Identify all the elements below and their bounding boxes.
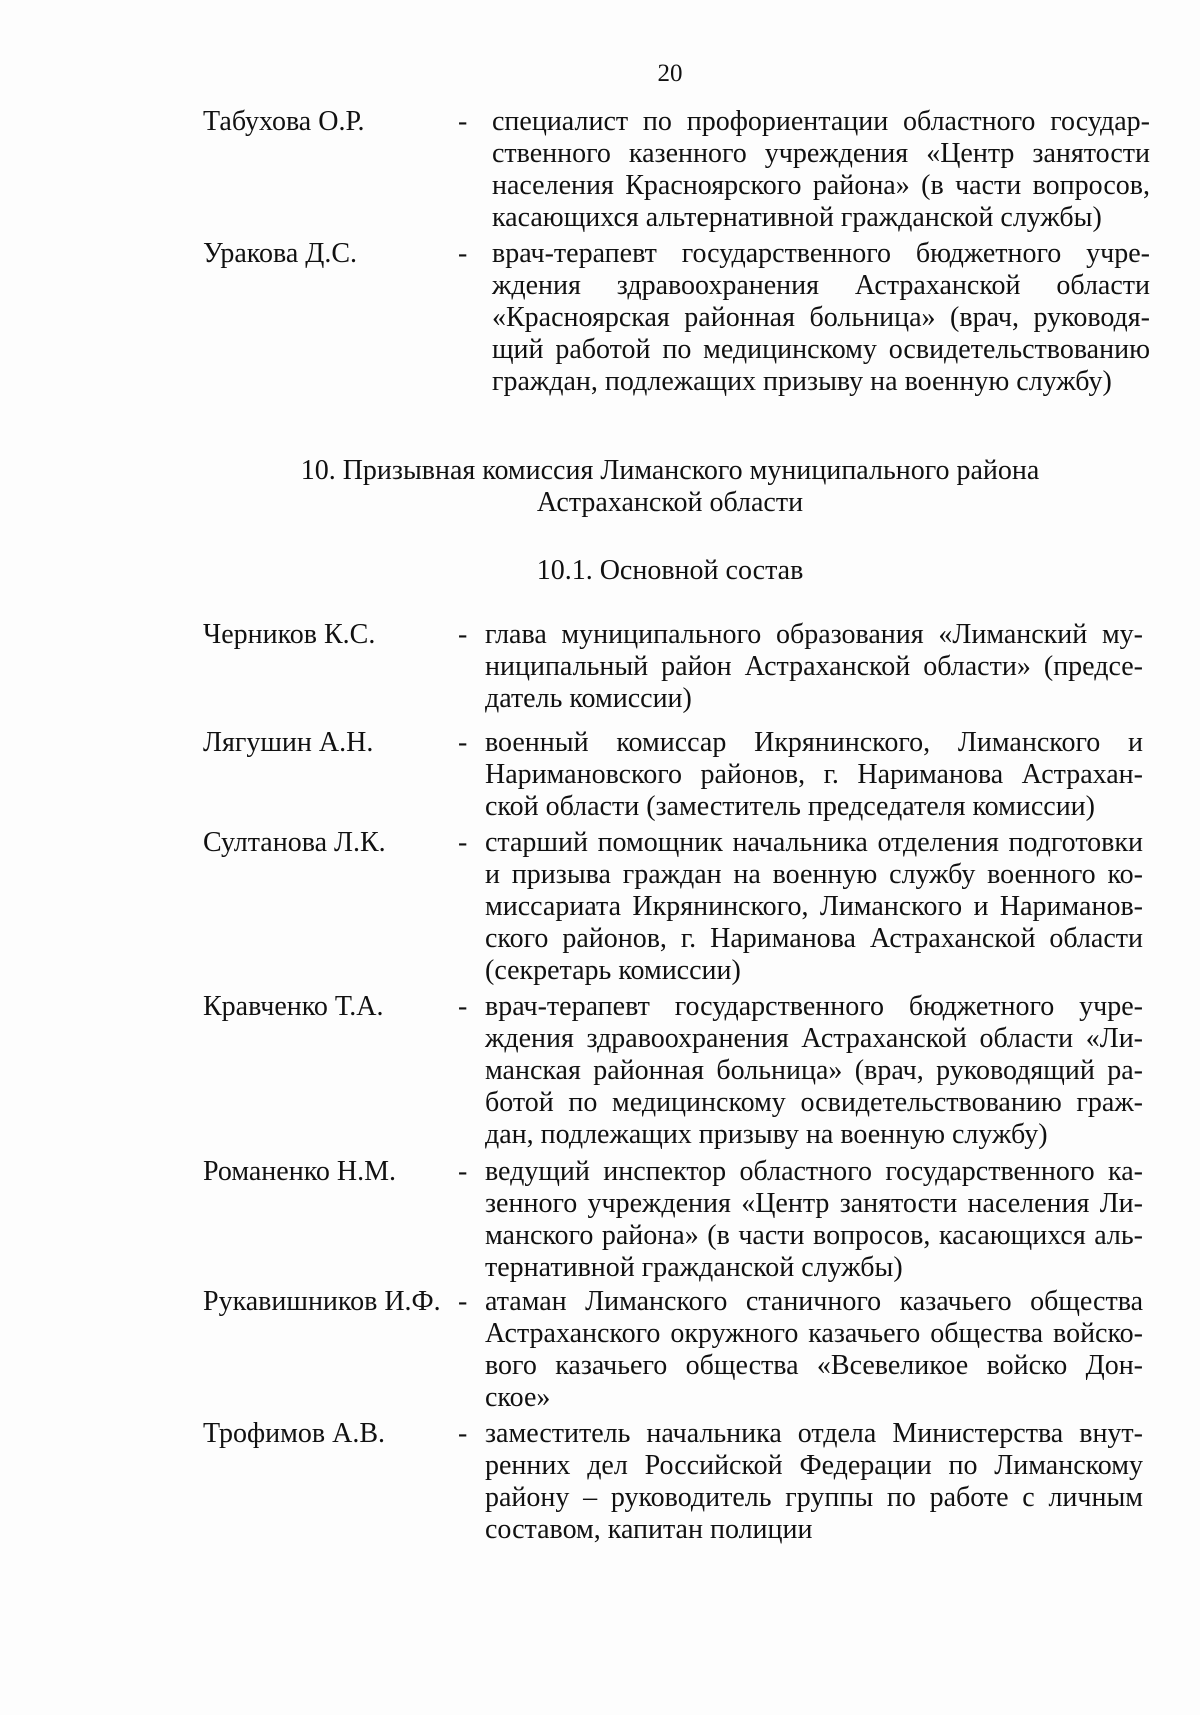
subsection-heading: 10.1. Основной состав <box>536 555 804 586</box>
role-line: «Красноярская районная больница» (врач, руководя- <box>492 302 1150 333</box>
member-name: Кравченко Т.А. <box>203 991 384 1022</box>
role-line: военный комиссар Икрянинского, Лиманского и <box>485 727 1143 758</box>
separator-dash: - <box>458 1156 468 1187</box>
role-line: заместитель начальника отдела Министерства внут- <box>485 1418 1143 1449</box>
role-line: и призыва граждан на военную службу военного ко- <box>485 859 1143 890</box>
role-line: глава муниципального образования «Лиманский му- <box>485 619 1143 650</box>
member-role <box>485 619 1143 715</box>
separator-dash: - <box>458 238 468 269</box>
member-role <box>485 1286 1143 1414</box>
role-line: Астраханского окружного казачьего общества войско- <box>485 1318 1143 1349</box>
role-line: граждан, подлежащих призыву на военную службу) <box>492 366 1112 397</box>
role-line: манского района» (в части вопросов, касающихся аль- <box>485 1220 1143 1251</box>
role-line: ское» <box>485 1382 551 1413</box>
member-name: Уракова Д.С. <box>203 238 358 269</box>
member-name: Султанова Л.К. <box>203 827 386 858</box>
member-name: Черников К.С. <box>203 619 376 650</box>
separator-dash: - <box>458 1418 468 1449</box>
page-number: 20 <box>657 60 683 87</box>
role-line: врач-терапевт государственного бюджетного учре- <box>492 238 1150 269</box>
role-line: тернативной гражданской службы) <box>485 1252 903 1283</box>
separator-dash: - <box>458 727 468 758</box>
member-role <box>485 1156 1143 1284</box>
role-line: касающихся альтернативной гражданской службы) <box>492 202 1102 233</box>
separator-dash: - <box>458 1286 468 1317</box>
role-line: ской области (заместитель председателя комиссии) <box>485 791 1095 822</box>
separator-dash: - <box>458 827 468 858</box>
role-line: (секретарь комиссии) <box>485 955 741 986</box>
member-role <box>485 991 1143 1151</box>
separator-dash: - <box>458 619 468 650</box>
member-name: Рукавишников И.Ф. <box>203 1286 441 1317</box>
member-name: Лягушин А.Н. <box>203 727 374 758</box>
role-line: Наримановского районов, г. Нариманова Астрахан- <box>485 759 1143 790</box>
role-line: щий работой по медицинскому освидетельствованию <box>492 334 1150 365</box>
role-line: ского районов, г. Нариманова Астраханской области <box>485 923 1143 954</box>
role-line: ждения здравоохранения Астраханской области «Ли- <box>485 1023 1143 1054</box>
role-line: старший помощник начальника отделения подготовки <box>485 827 1143 858</box>
role-line: зенного учреждения «Центр занятости населения Ли- <box>485 1188 1143 1219</box>
section-heading-line: Астраханской области <box>536 487 804 518</box>
role-line: манская районная больница» (врач, руководящий ра- <box>485 1055 1143 1086</box>
role-line: миссариата Икрянинского, Лиманского и Нариманов- <box>485 891 1143 922</box>
role-line: датель комиссии) <box>485 683 692 714</box>
member-name: Романенко Н.М. <box>203 1156 396 1187</box>
role-line: ждения здравоохранения Астраханской области <box>492 270 1150 301</box>
role-line: району – руководитель группы по работе с личным <box>485 1482 1143 1513</box>
role-line: ведущий инспектор областного государственного ка- <box>485 1156 1143 1187</box>
role-line: дан, подлежащих призыву на военную службу) <box>485 1119 1048 1150</box>
role-line: врач-терапевт государственного бюджетного учре- <box>485 991 1143 1022</box>
role-line: ниципальный район Астраханской области» (предсе- <box>485 651 1143 682</box>
member-role <box>492 238 1150 398</box>
role-line: атаман Лиманского станичного казачьего общества <box>485 1286 1143 1317</box>
section-heading <box>200 455 1140 519</box>
role-line: вого казачьего общества «Всевеликое войско Дон- <box>485 1350 1143 1381</box>
member-name: Трофимов А.В. <box>203 1418 385 1449</box>
role-line: ботой по медицинскому освидетельствованию граж- <box>485 1087 1143 1118</box>
member-name: Табухова О.Р. <box>203 106 365 137</box>
role-line: составом, капитан полиции <box>485 1514 813 1545</box>
member-role <box>485 1418 1143 1546</box>
role-line: ственного казенного учреждения «Центр занятости <box>492 138 1150 169</box>
member-role <box>485 727 1143 823</box>
member-role <box>492 106 1150 234</box>
role-line: населения Красноярского района» (в части вопросов, <box>492 170 1150 201</box>
role-line: ренних дел Российской Федерации по Лиманскому <box>485 1450 1143 1481</box>
member-role <box>485 827 1143 987</box>
role-line: специалист по профориентации областного государ- <box>492 106 1150 137</box>
separator-dash: - <box>458 106 468 137</box>
section-heading-line: 10. Призывная комиссия Лиманского муниципального района <box>300 455 1040 486</box>
separator-dash: - <box>458 991 468 1022</box>
